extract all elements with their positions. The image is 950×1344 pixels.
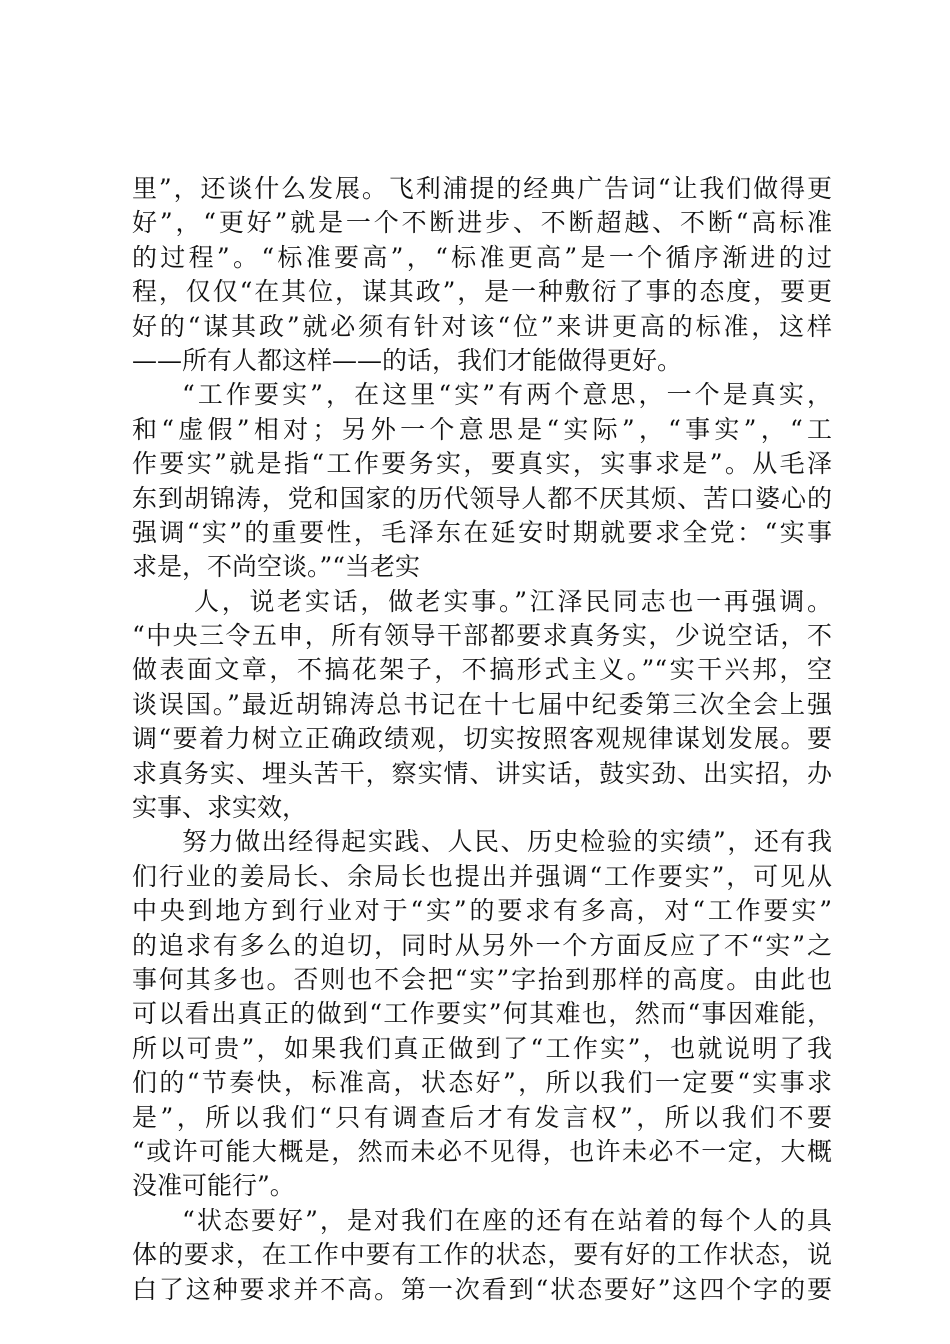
text-line: 强调“实”的重要性，毛泽东在延安时期就要求全党：“实事 — [132, 517, 832, 547]
text-line: “或许可能大概是，然而未必不见得，也许未必不一定，大概 — [132, 1136, 832, 1166]
paragraph-3 — [132, 585, 832, 826]
text-line: 没准可能行”。 — [132, 1171, 295, 1201]
text-line: 中央到地方到行业对于“实”的要求有多高，对“工作要实” — [132, 896, 832, 926]
text-line: 好”，“更好”就是一个不断进步、不断超越、不断“高标准 — [132, 208, 832, 238]
text-line: 好的“谋其政”就必须有针对该“位”来讲更高的标准，这样 — [132, 311, 832, 341]
text-line: 的过程”。“标准要高”，“标准更高”是一个循序渐进的过 — [132, 242, 832, 272]
text-line: 求是，不尚空谈。”“当老实 — [132, 552, 421, 582]
text-line: 的追求有多么的迫切，同时从另外一个方面反应了不“实”之 — [132, 930, 832, 960]
paragraph-5 — [132, 1204, 832, 1307]
text-line: “工作要实”，在这里“实”有两个意思，一个是真实， — [182, 380, 832, 410]
paragraph-2 — [132, 378, 832, 584]
text-line: 努力做出经得起实践、人民、历史检验的实绩”，还有我 — [182, 827, 832, 857]
text-line: “状态要好”，是对我们在座的还有在站着的每个人的具 — [182, 1205, 832, 1235]
text-line: 做表面文章，不搞花架子，不搞形式主义。”“实干兴邦，空 — [132, 655, 832, 685]
text-line: ——所有人都这样——的话，我们才能做得更好。 — [132, 345, 683, 375]
text-line: 和“虚假”相对；另外一个意思是“实际”，“事实”，“工 — [132, 414, 832, 444]
text-line: 们的“节奏快，标准高，状态好”，所以我们一定要“实事求 — [132, 1068, 832, 1098]
text-line: 实事、求实效， — [132, 793, 308, 823]
text-line: 程，仅仅“在其位，谋其政”，是一种敷衍了事的态度，要更 — [132, 277, 832, 307]
text-line: 调“要着力树立正确政绩观，切实按照客观规律谋划发展。要 — [132, 724, 832, 754]
text-line: 可以看出真正的做到“工作要实”何其难也，然而“事因难能， — [132, 999, 832, 1029]
text-line: 白了这种要求并不高。第一次看到“状态要好”这四个字的要 — [132, 1274, 832, 1304]
text-line: 东到胡锦涛，党和国家的历代领导人都不厌其烦、苦口婆心的 — [132, 483, 832, 513]
text-line: 作要实”就是指“工作要务实，要真实，实事求是”。从毛泽 — [132, 449, 832, 479]
text-line: “中央三令五申，所有领导干部都要求真务实，少说空话，不 — [132, 621, 832, 651]
text-line: 里”，还谈什么发展。飞利浦提的经典广告词“让我们做得更 — [132, 174, 832, 203]
body-text — [132, 172, 832, 1307]
text-line: 所以可贵”，如果我们真正做到了“工作实”，也就说明了我 — [132, 1033, 832, 1063]
text-line: 事何其多也。否则也不会把“实”字抬到那样的高度。由此也 — [132, 964, 832, 994]
text-line: 们行业的姜局长、余局长也提出并强调“工作要实”，可见从 — [132, 861, 832, 891]
paragraph-1 — [132, 172, 832, 378]
paragraph-4 — [132, 825, 832, 1203]
text-line: 谈误国。”最近胡锦涛总书记在十七届中纪委第三次全会上强 — [132, 689, 832, 719]
text-line: 体的要求，在工作中要有工作的状态，要有好的工作状态，说 — [132, 1240, 832, 1270]
text-line: 人，说老实话，做老实事。”江泽民同志也一再强调。 — [194, 586, 832, 616]
text-line: 是”，所以我们“只有调查后才有发言权”，所以我们不要 — [132, 1102, 832, 1132]
text-line: 求真务实、埋头苦干，察实情、讲实话，鼓实劲、出实招，办 — [132, 758, 832, 788]
